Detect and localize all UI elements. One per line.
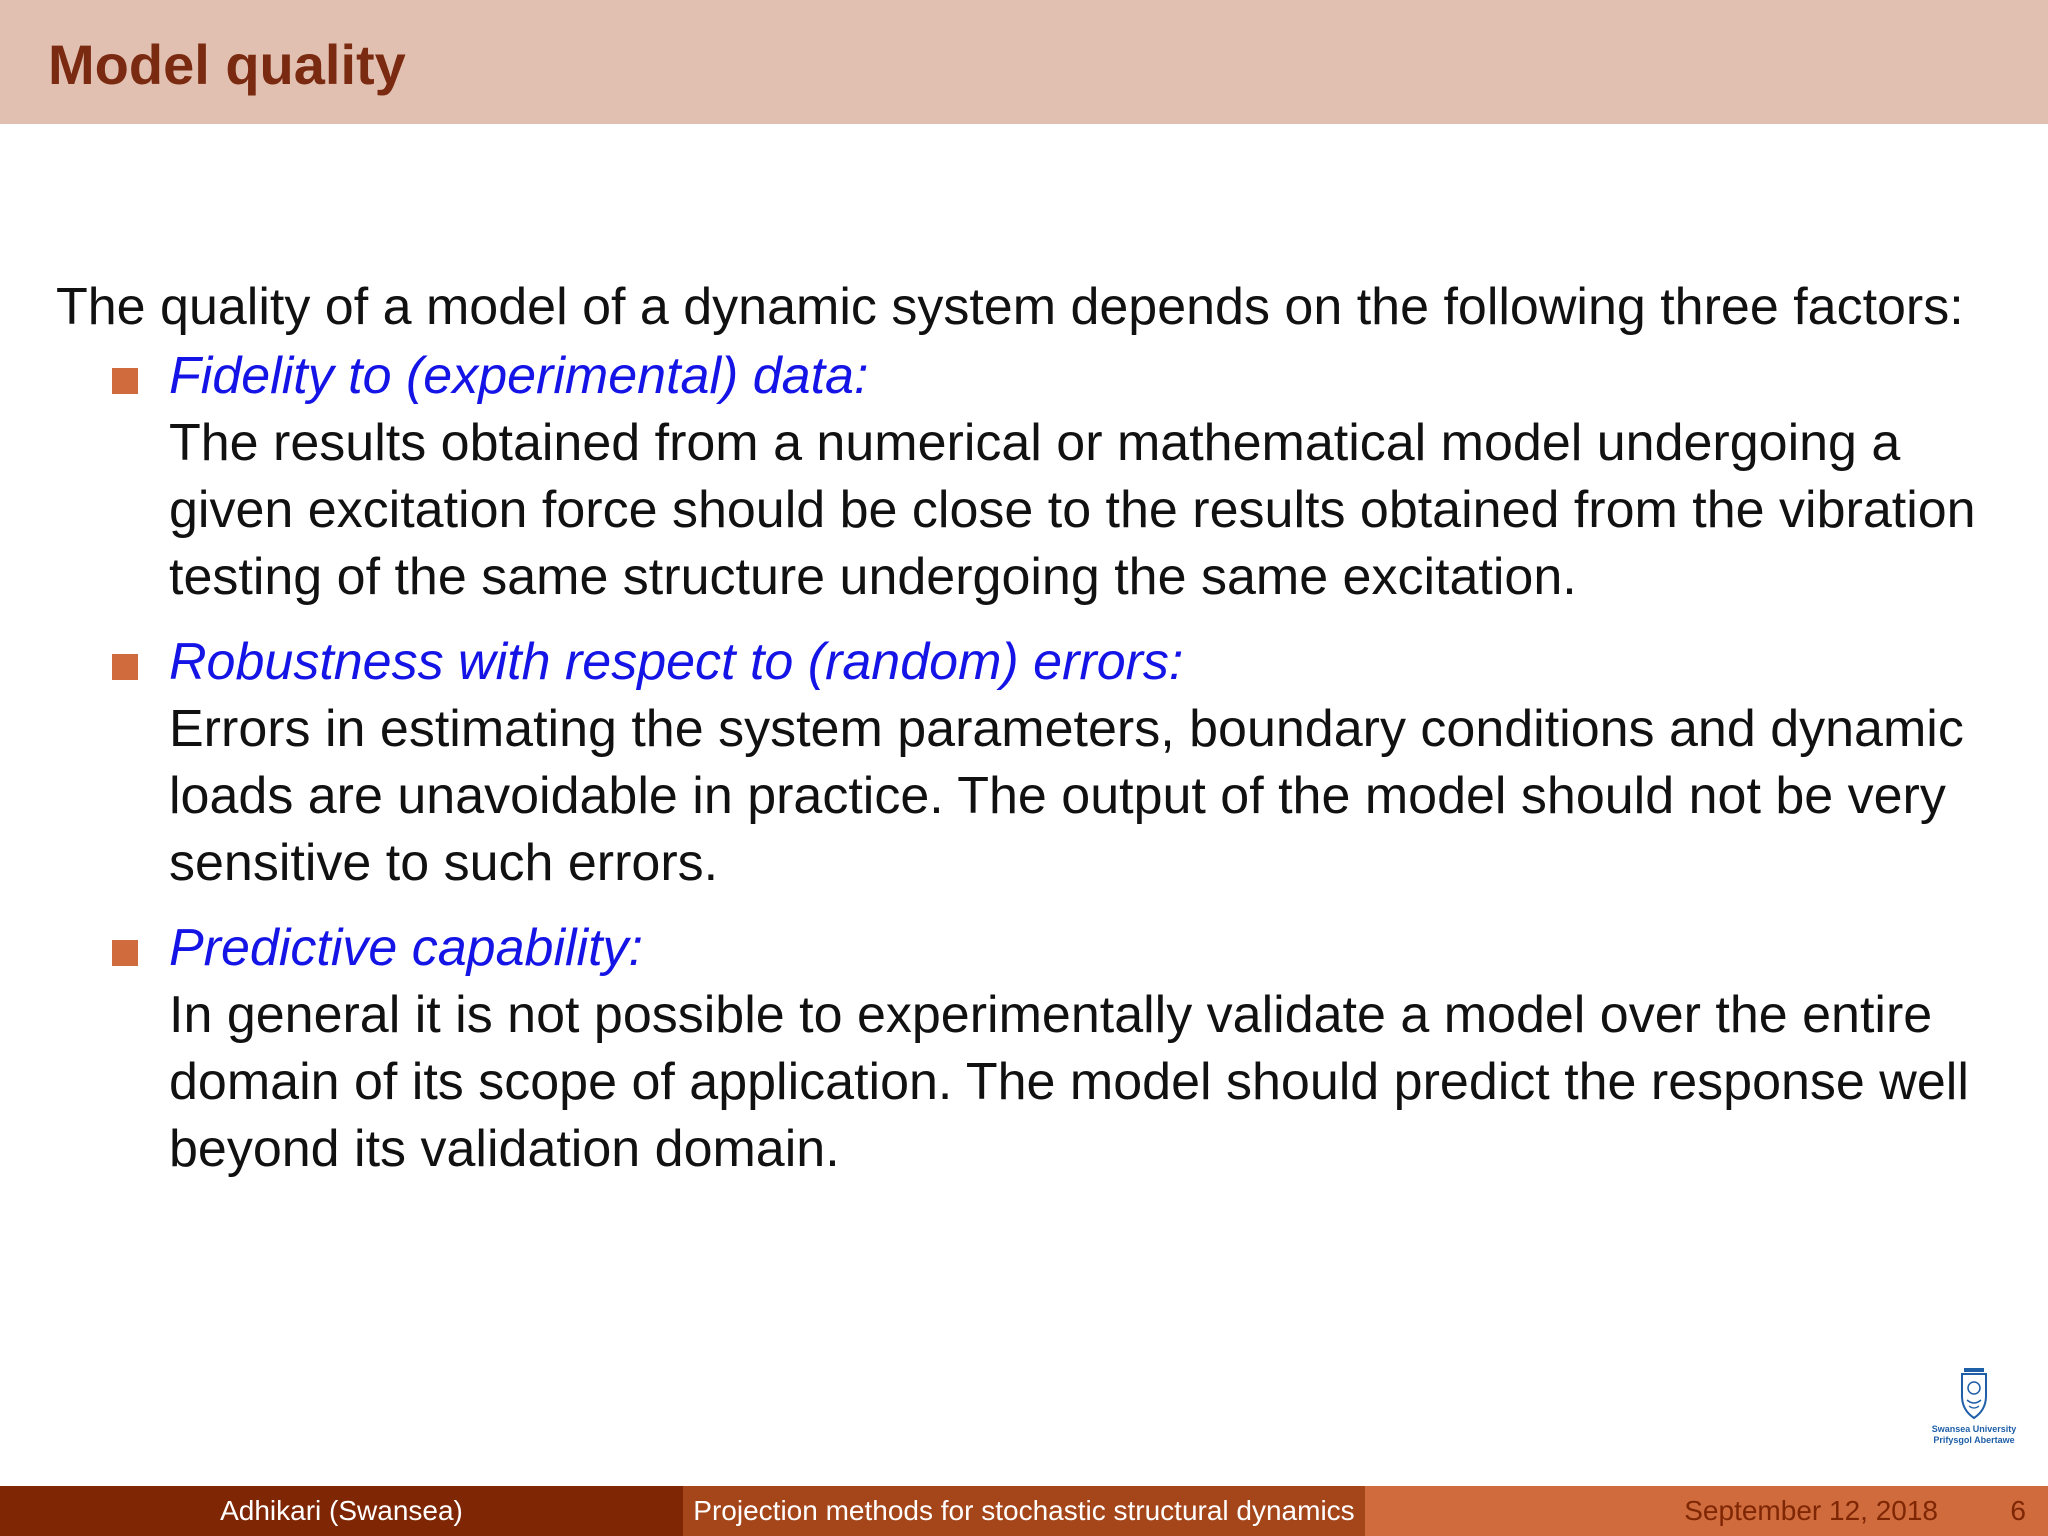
square-bullet-icon <box>112 654 138 680</box>
page-number: 6 <box>2010 1495 2026 1526</box>
list-item <box>56 343 1996 611</box>
factor-list <box>56 343 1996 1183</box>
list-item <box>56 629 1996 897</box>
footer-bar <box>0 1486 2048 1536</box>
footer-author: Adhikari (Swansea) <box>0 1486 683 1536</box>
footer-talk-title: Projection methods for stochastic structural dynamics <box>683 1486 1365 1536</box>
footer-date: September 12, 2018 <box>1684 1495 1938 1526</box>
square-bullet-icon <box>112 940 138 966</box>
item-heading: Robustness with respect to (random) errors: <box>169 633 1184 691</box>
university-logo <box>1928 1366 2020 1452</box>
item-heading: Fidelity to (experimental) data: <box>169 347 869 405</box>
university-crest-icon <box>1960 1366 1988 1420</box>
item-heading: Predictive capability: <box>169 919 643 977</box>
item-text: The results obtained from a numerical or mathematical model undergoing a given excitation force should be close to the results obtained from the vibration testing of the same structure undergoing the same excitation. <box>169 414 1976 606</box>
square-bullet-icon <box>112 368 138 394</box>
footer-right-section <box>1365 1486 2048 1536</box>
logo-text-english: Swansea University <box>1931 1424 2017 1434</box>
list-item <box>56 915 1996 1183</box>
intro-text: The quality of a model of a dynamic system depends on the following three factors: <box>56 278 1964 336</box>
item-text: In general it is not possible to experimentally validate a model over the entire domain of its scope of application. The model should predict the response well beyond its validation domain. <box>169 986 1969 1178</box>
item-text: Errors in estimating the system parameters, boundary conditions and dynamic loads are unavoidable in practice. The output of the model should not be very sensitive to such errors. <box>169 700 1964 892</box>
slide-title: Model quality <box>48 33 406 96</box>
title-bar <box>0 0 2048 124</box>
logo-text-welsh: Prifysgol Abertawe <box>1933 1435 2015 1445</box>
slide-content <box>56 274 1996 1201</box>
